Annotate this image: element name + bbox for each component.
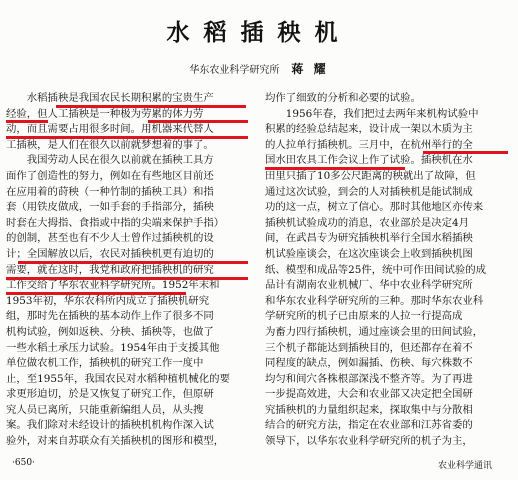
- text-line: 计；全国解放以后，农民对插秧机更有迫切的: [6, 247, 214, 260]
- affiliation: 华东农业科学研究所: [189, 65, 280, 76]
- text-line: 经验，但人工插秧是一种极为劳累的体力劳: [6, 107, 204, 120]
- text-line: 品计有湖南农业机械厂、华中农业科学研究所: [265, 279, 473, 292]
- text-line: 止，至1955年，我国农民对水稻种植机械化的要: [6, 372, 230, 385]
- text-line: 间，在武昌专为研究插秧机举行全国水稻插秧: [265, 232, 473, 245]
- byline: [0, 60, 518, 77]
- highlight-underline: [265, 167, 405, 170]
- text-line: 一些水稻土承压力试验。1954年由于支援其他: [6, 341, 220, 354]
- text-line: 学研究所的机子已由原来的人拉一行提高成: [265, 310, 463, 323]
- text-line: 田里只插了10多公尺距离的秧就出了故障，但: [265, 169, 476, 182]
- text-line: 均作了细致的分析和必要的试验。: [265, 92, 421, 104]
- highlight-underline: [6, 292, 186, 295]
- highlight-underline: [423, 151, 508, 154]
- highlight-underline: [6, 277, 248, 280]
- text-line: 领导下，以华东农业科学研究所的机子为主，: [265, 435, 473, 448]
- text-line: 结合的研究方法，指定在农业部和江苏省委的: [265, 419, 473, 432]
- page-number: ·650·: [12, 458, 35, 468]
- highlight-underline: [148, 120, 248, 123]
- author-name: 蒋 耀: [291, 62, 329, 76]
- text-line: 国水田农具工作会议上作了试验。插秧机在水: [265, 154, 473, 167]
- journal-name: 农业科学通讯: [437, 461, 492, 471]
- text-line: 均匀和间穴各株根部深浅不整齐等。为了再进: [265, 372, 473, 385]
- highlight-underline: [6, 120, 48, 123]
- text-line: 积累的经验总结起来，设计成一架以木质为主: [265, 123, 473, 136]
- text-line: 为畜力四行插秧机，通过座谈会里的田间试验，: [265, 325, 484, 338]
- left-column: [6, 91, 251, 450]
- text-line: 验外，对来自苏联众有关插秧机的图形和模型，: [6, 435, 225, 448]
- text-line: 三个机子都能达到插秧目的，但还都存在着不: [265, 341, 473, 354]
- text-line: 究插秧机的力量组织起来，探取集中与分散相: [265, 403, 473, 416]
- text-line: 面作了创造性的努力，例如在有些地区目前还: [6, 169, 214, 182]
- text-line: 的创制，甚至也有不少人士曾作过插秧机的设: [6, 232, 214, 245]
- text-line: 案。我们除对未经设计的插秧机机构作深入试: [6, 419, 214, 432]
- text-line: 通过这次试验，到会的人对插秧机是能试制成: [265, 185, 473, 198]
- text-line: 机试验座谈会，在这次座谈会上收到插秧机图: [265, 247, 473, 260]
- text-line: 插秧机试验成功的消息，农业部於是决定4月: [265, 216, 470, 229]
- text-line: 1953年初，华东农科所内成立了插秧机研究: [6, 294, 210, 307]
- text-line: 工作交给了华东农业科学研究所。1952年末和: [6, 279, 220, 292]
- text-line: 求更形迫切，於是又恢复了研究工作，但原研: [6, 388, 214, 401]
- text-line: 我国劳动人民在很久以前就在插秧工具方: [6, 154, 214, 167]
- highlight-underline: [6, 136, 248, 139]
- text-line: 单位做农机工作，插秧机的研究工作一度中: [6, 357, 204, 370]
- text-line: 的人拉单行插秧机。三月中，在杭州举行的全: [265, 138, 473, 151]
- text-line: 功的这一点，树立了信心。那时其他地区亦传来: [265, 201, 484, 214]
- right-column: [265, 91, 510, 450]
- text-line: 纸、模型和成品等25件，统中可作田间试验的成: [265, 263, 487, 276]
- text-line: 需要，就在这时，我党和政府把插秧机的研究: [6, 263, 214, 276]
- text-line: 同程度的缺点，例如漏插、伤秧、每穴株数不: [265, 357, 473, 370]
- highlight-underline: [18, 261, 248, 264]
- text-line: 在应用着的莳秧（一种竹制的插秧工具）和指: [6, 185, 214, 198]
- text-line: 工插秧，是人们在很久以前就梦想着的事了。: [6, 138, 214, 151]
- article-title: 水稻插秧机: [166, 19, 352, 46]
- text-line: 时套在大拇指、食指或中指的尖端来保护手指）: [6, 216, 225, 229]
- text-line: 一步提高效进，大会和农业部又决定把全国研: [265, 388, 473, 401]
- text-line: 组，那时先在插秧的基本动作上作了很多不同: [6, 310, 214, 323]
- text-line: 机构试验，例如返秧、分秧、插秧等，也做了: [6, 325, 214, 338]
- highlight-underline: [56, 105, 246, 108]
- text-line: 动，而且需要占用很多时间。用机器来代替人: [6, 123, 214, 136]
- text-line: 水稻插秧是我国农民长期积累的宝贵生产: [6, 92, 214, 104]
- text-line: 1956年春，我们把过去两年来机构试验中: [265, 107, 479, 120]
- text-line: 套（用铁皮做成，一如手套的手指部分，插秧: [6, 201, 214, 214]
- text-line: 究人员已离所，只能重新编组人员，从头搜: [6, 403, 204, 416]
- text-line: 和华东农业科学研究所的三种。那时华东农业科: [265, 294, 484, 307]
